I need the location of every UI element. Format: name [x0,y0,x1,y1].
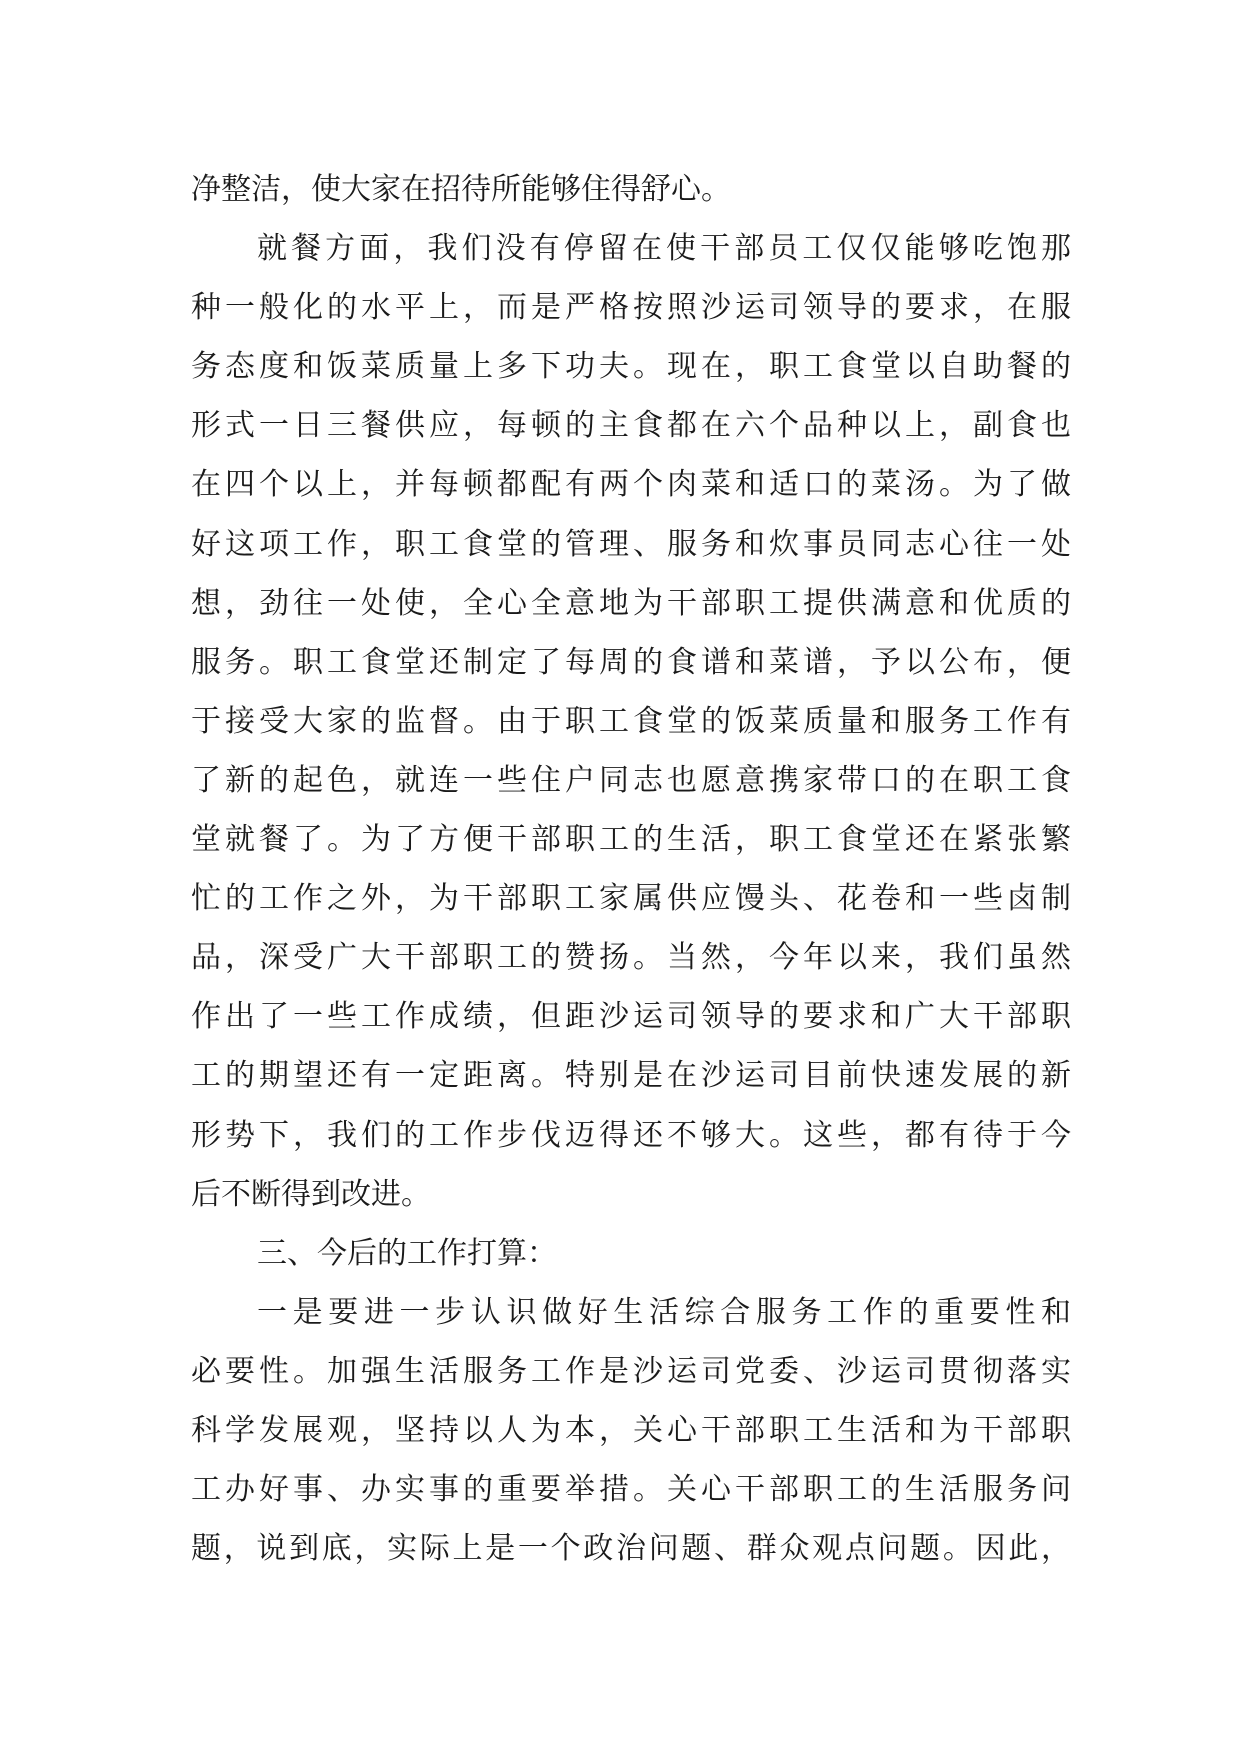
paragraph-start-line: 就餐方面，我们没有停留在使干部员工仅仅能够吃饱那 [257,231,1071,267]
text-line: 服务。职工食堂还制定了每周的食谱和菜谱，予以公布，便 [191,644,1071,680]
text-line: 科学发展观，坚持以人为本，关心干部职工生活和为干部职 [191,1412,1071,1448]
text-line: 工办好事、办实事的重要举措。关心干部职工的生活服务问 [191,1472,1071,1508]
text-line: 品，深受广大干部职工的赞扬。当然，今年以来，我们虽然 [191,940,1071,976]
text-line: 种一般化的水平上，而是严格按照沙运司领导的要求，在服 [191,290,1071,326]
text-line: 了新的起色，就连一些住户同志也愿意携家带口的在职工食 [191,762,1071,798]
text-line: 必要性。加强生活服务工作是沙运司党委、沙运司贯彻落实 [191,1353,1071,1389]
text-line: 想，劲往一处使，全心全意地为干部职工提供满意和优质的 [191,585,1071,621]
text-line: 形式一日三餐供应，每顿的主食都在六个品种以上，副食也 [191,408,1071,444]
text-line: 作出了一些工作成绩，但距沙运司领导的要求和广大干部职 [191,999,1071,1035]
body-text [191,160,1071,1578]
text-line: 堂就餐了。为了方便干部职工的生活，职工食堂还在紧张繁 [191,822,1071,858]
paragraph-start-line: 一是要进一步认识做好生活综合服务工作的重要性和 [257,1294,1071,1330]
text-line: 后不断得到改进。 [191,1176,431,1212]
text-line: 好这项工作，职工食堂的管理、服务和炊事员同志心往一处 [191,526,1071,562]
section-heading: 三、今后的工作打算： [257,1235,557,1271]
text-line: 于接受大家的监督。由于职工食堂的饭菜质量和服务工作有 [191,703,1071,739]
text-line: 在四个以上，并每顿都配有两个肉菜和适口的菜汤。为了做 [191,467,1071,503]
text-line: 工的期望还有一定距离。特别是在沙运司目前快速发展的新 [191,1058,1071,1094]
text-line: 题，说到底，实际上是一个政治问题、群众观点问题。因此， [191,1531,1071,1567]
text-line: 务态度和饭菜质量上多下功夫。现在，职工食堂以自助餐的 [191,349,1071,385]
text-line: 净整洁，使大家在招待所能够住得舒心。 [191,172,731,207]
text-line: 形势下，我们的工作步伐迈得还不够大。这些，都有待于今 [191,1117,1071,1153]
text-line: 忙的工作之外，为干部职工家属供应馒头、花卷和一些卤制 [191,881,1071,917]
